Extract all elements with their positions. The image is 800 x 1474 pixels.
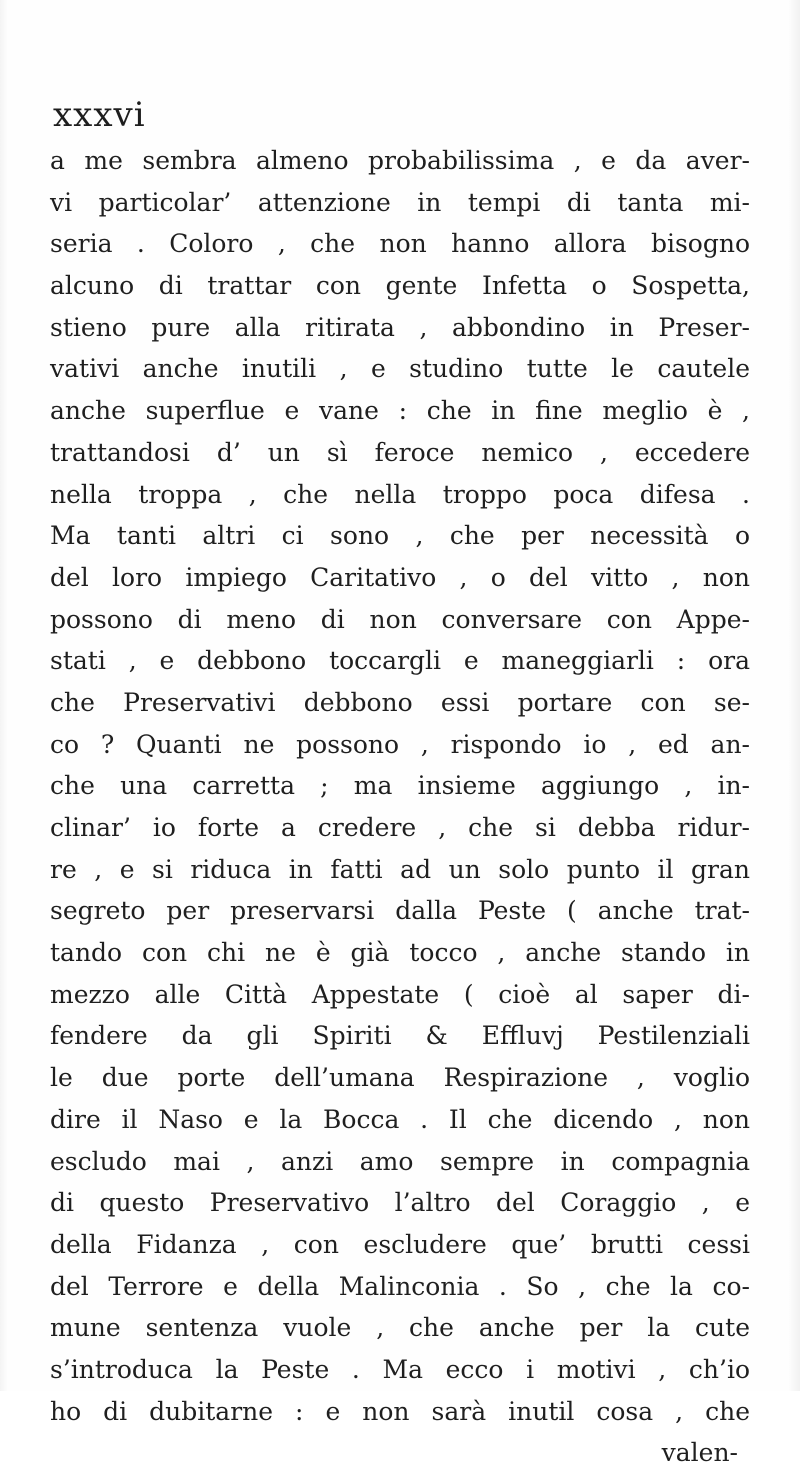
catchword: valen- [661, 1438, 738, 1468]
text-line-6: vativi anche inutili , e studino tutte le cautele [50, 354, 750, 384]
text-line-7: anche superflue e vane : che in fine meglio è , [50, 396, 750, 426]
text-line-1: a me sembra almeno probabilissima , e da aver- [50, 146, 750, 175]
text-line-2: vi particolar’ attenzione in tempi di tanta mi- [50, 187, 750, 217]
text-line-11: del loro impiego Caritativo , o del vitto , non [50, 562, 750, 592]
text-line-3: seria . Coloro , che non hanno allora bisogno [50, 229, 750, 259]
text-line-8: trattandosi d’ un sì feroce nemico , eccedere [50, 437, 750, 467]
text-line-10: Ma tanti altri ci sono , che per necessità o [50, 521, 750, 551]
text-line-4: alcuno di trattar con gente Infetta o Sospetta, [50, 271, 750, 301]
text-line-29: mune sentenza vuole , che anche per la cute [50, 1313, 750, 1343]
page-number: xxxvi [53, 95, 146, 135]
text-line-31: ho di dubitarne : e non sarà inutil cosa , che [50, 1396, 750, 1426]
text-line-12: possono di meno di non conversare con Appe- [50, 604, 750, 634]
text-line-16: che una carretta ; ma insieme aggiungo , in- [50, 771, 750, 801]
text-line-25: escludo mai , anzi amo sempre in compagnia [50, 1146, 750, 1176]
text-line-27: della Fidanza , con escludere que’ brutti cessi [50, 1229, 750, 1259]
text-line-21: mezzo alle Città Appestate ( cioè al saper di- [50, 979, 750, 1009]
text-line-24: dire il Naso e la Bocca . Il che dicendo , non [50, 1104, 750, 1134]
text-line-13: stati , e debbono toccargli e maneggiarli : ora [50, 646, 750, 676]
text-line-18: re , e si riduca in fatti ad un solo punto il gran [50, 854, 750, 884]
text-line-9: nella troppa , che nella troppo poca difesa . [50, 479, 750, 509]
text-line-22: fendere da gli Spiriti & Effluvj Pestilenziali [50, 1021, 750, 1051]
text-line-19: segreto per preservarsi dalla Peste ( anche trat- [50, 896, 750, 926]
page-edge-left [0, 0, 8, 1391]
text-line-15: co ? Quanti ne possono , rispondo io , ed an- [50, 729, 750, 759]
text-line-23: le due porte dell’umana Respirazione , voglio [50, 1063, 750, 1093]
body-text [50, 140, 750, 1474]
text-line-5: stieno pure alla ritirata , abbondino in Preser- [50, 312, 750, 342]
text-line-14: che Preservativi debbono essi portare con se- [50, 687, 750, 717]
text-line-17: clinar’ io forte a credere , che si debba ridur- [50, 813, 750, 842]
text-line-26: di questo Preservativo l’altro del Coraggio , e [50, 1188, 750, 1218]
text-line-20: tando con chi ne è già tocco , anche stando in [50, 938, 750, 968]
text-line-28: del Terrore e della Malinconia . So , che la co- [50, 1271, 750, 1301]
page-edge-right [788, 0, 800, 1391]
text-line-30: s’introduca la Peste . Ma ecco i motivi , ch’io [50, 1354, 750, 1384]
